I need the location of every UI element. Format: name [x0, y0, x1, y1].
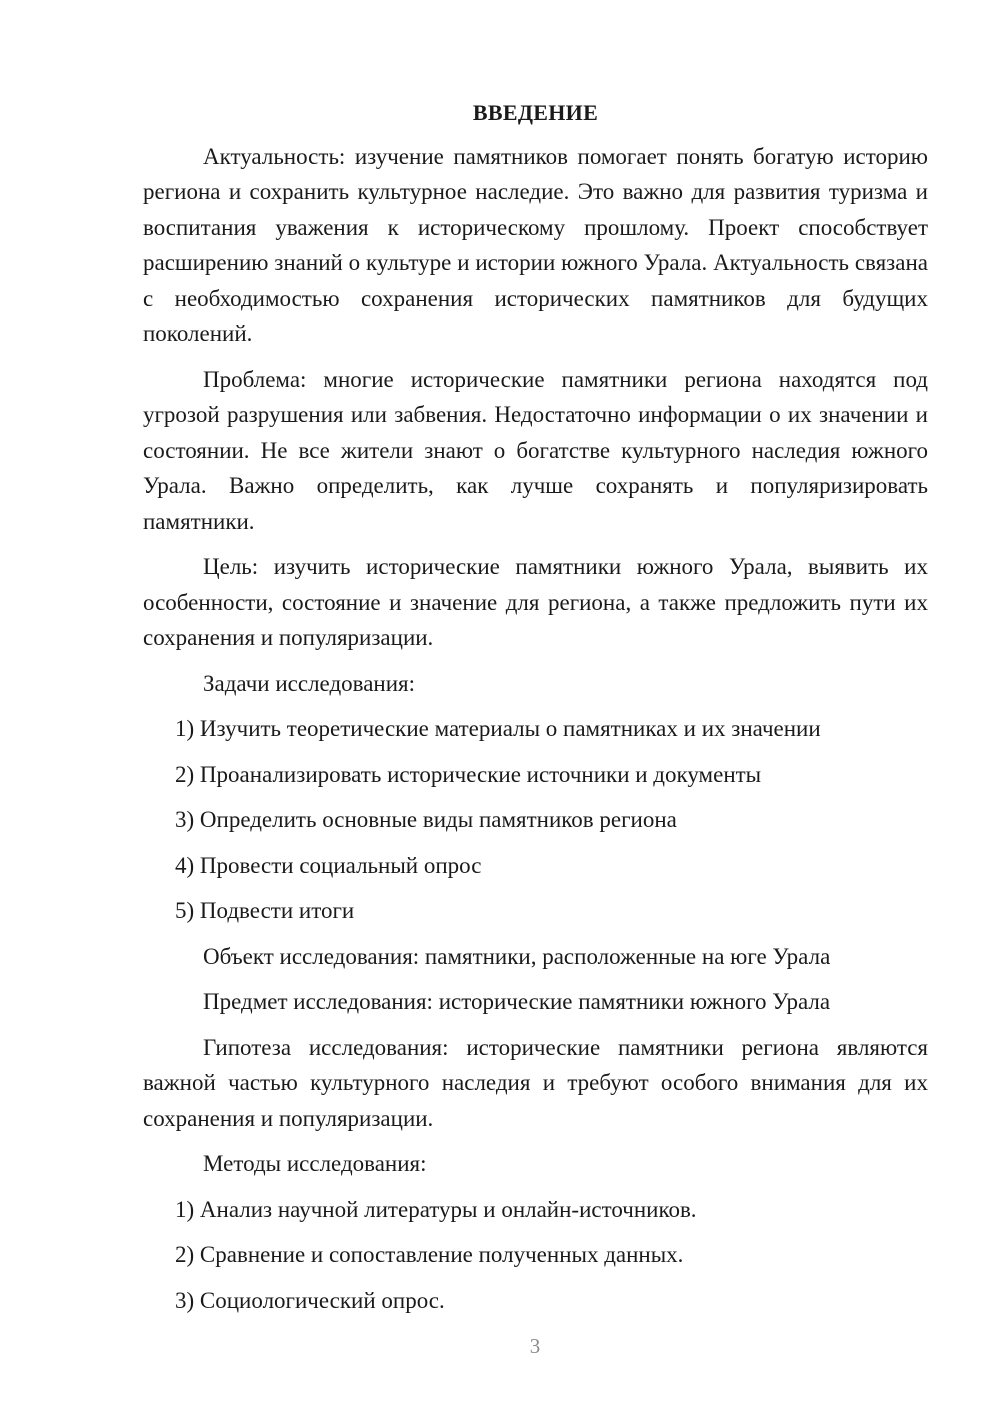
method-item-3: 3) Социологический опрос. [175, 1287, 445, 1313]
goal-paragraph: Цель: изучить исторические памятники южного Урала, выявить их особенности, состояние и значение для региона, а также предложить пути их сохранения и популяризации. [143, 554, 928, 650]
relevance-paragraph: Актуальность: изучение памятников помогает понять богатую историю региона и сохранить культурное наследие. Это важно для развития туризма и воспитания уважения к историческому прошлому. Проект способствует расширению знаний о культуре и истории южного Урала. Актуальность связана с необходимостью сохранения исторических памятников для будущих поколений. [143, 143, 928, 346]
subject-line: Предмет исследования: исторические памятники южного Урала [203, 989, 831, 1014]
object-line: Объект исследования: памятники, расположенные на юге Урала [203, 943, 831, 969]
task-item-5: 5) Подвести итоги [175, 898, 355, 923]
methods-label: Методы исследования: [203, 1151, 427, 1176]
page-number: 3 [529, 1334, 541, 1358]
method-item-2: 2) Сравнение и сопоставление полученных данных. [175, 1242, 684, 1267]
task-item-4: 4) Провести социальный опрос [175, 852, 482, 878]
problem-paragraph: Проблема: многие исторические памятники региона находятся под угрозой разрушения или забвения. Недостаточно информации о их значении и состоянии. Не все жители знают о богатстве культурного наследия южного Урала. Важно определить, как лучше сохранять и популяризировать памятники. [143, 366, 928, 534]
task-item-3: 3) Определить основные виды памятников региона [175, 807, 677, 832]
methods-list [143, 1192, 928, 1319]
task-item-2: 2) Проанализировать исторические источники и документы [175, 761, 762, 787]
hypothesis-paragraph: Гипотеза исследования: исторические памятники региона являются важной частью культурного наследия и требуют особого внимания для их сохранения и популяризации. [143, 1034, 928, 1131]
tasks-label: Задачи исследования: [203, 670, 416, 696]
tasks-list [143, 711, 928, 929]
page-content [143, 95, 928, 1328]
section-heading: ВВЕДЕНИЕ [472, 100, 599, 125]
task-item-1: 1) Изучить теоретические материалы о памятниках и их значении [175, 716, 821, 741]
method-item-1: 1) Анализ научной литературы и онлайн-источников. [175, 1196, 697, 1222]
